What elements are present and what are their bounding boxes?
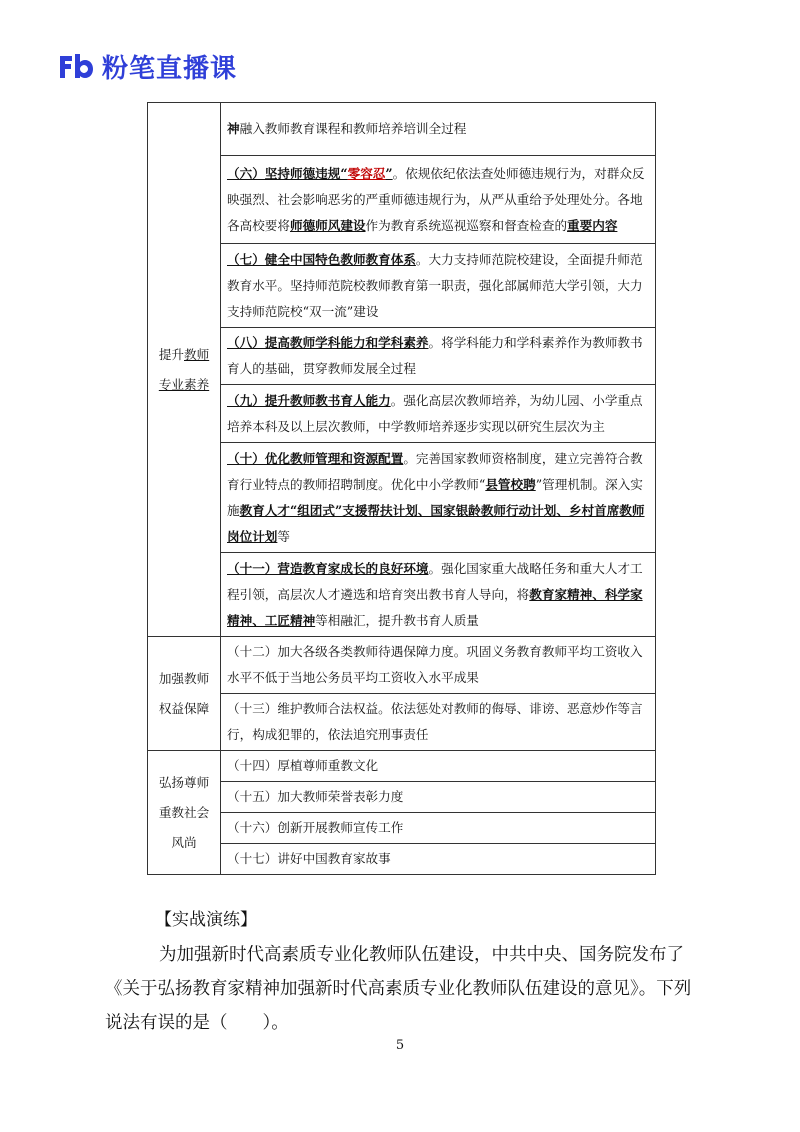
category-text: 重教社会 — [158, 804, 210, 820]
list-item: （十四）厚植尊师重教文化 — [221, 751, 656, 782]
item-text: 融入教师教育课程和教师培养培训全过程 — [239, 121, 467, 136]
category-text: 加强教师 — [158, 670, 210, 686]
item-keyword: 教育家精神、科学家精神、工匠精神 — [227, 586, 643, 628]
brand-logo — [58, 50, 237, 82]
item-keyword: 县管校聘 — [485, 476, 536, 492]
table-row — [148, 782, 656, 813]
category-text: 教师 — [184, 346, 210, 362]
category-cell-rights — [148, 637, 221, 751]
table-row — [148, 637, 656, 694]
fenbi-logo-icon — [58, 52, 94, 80]
category-text: 弘扬尊师 — [158, 774, 210, 790]
table-row — [148, 156, 656, 244]
item-text: 作为教育系统巡视巡察和督查检查的 — [365, 217, 568, 233]
item-heading: （七）健全中国特色教师教育体系 — [227, 251, 416, 267]
practice-title: 【实战演练】 — [155, 910, 257, 930]
item-text: 。依规依纪依法查处师德违规行为，对群众反映强烈、社会影响恶劣的严重师德违规行为，从严从重给予处理处分。各地各高校要将 — [227, 165, 645, 233]
category-text: 权益保障 — [158, 700, 210, 716]
item-keyword: 师德师风建设 — [289, 217, 366, 233]
list-item: （十七）讲好中国教育家故事 — [221, 844, 656, 875]
list-item: （十三）维护教师合法权益。依法惩处对教师的侮辱、诽谤、恶意炒作等言行，构成犯罪的，依法追究刑事责任 — [221, 694, 656, 751]
list-item — [221, 328, 656, 385]
item-text: 等 — [277, 528, 290, 544]
category-text: 风尚 — [171, 834, 197, 850]
list-item — [221, 553, 656, 637]
item-text: 。强化国家重大战略任务和重大人才工程引领，高层次人才遴选和培育突出教书育人导向，将 — [227, 560, 643, 602]
table-row — [148, 385, 656, 443]
item-heading: （八）提高教师学科能力和学科素养 — [227, 335, 429, 350]
item-keyword: 教育人才“组团式”支援帮扶计划、国家银龄教师行动计划、乡村首席教师岗位计划 — [227, 502, 645, 544]
category-text: 专业素养 — [158, 376, 210, 392]
item-heading-emphasis: 零容忍 — [347, 165, 386, 181]
page-number: 5 — [395, 1038, 405, 1053]
table-row — [148, 813, 656, 844]
item-heading: （九）提升教师教书育人能力 — [227, 392, 391, 408]
list-item — [221, 156, 656, 244]
table-row — [148, 443, 656, 553]
table-row — [148, 751, 656, 782]
item-text: 。完善国家教师资格制度，建立完善符合教育行业特点的教师招聘制度。优化中小学教师“ — [227, 450, 643, 492]
category-text: 提升 — [158, 346, 184, 362]
table-row — [148, 244, 656, 328]
category-cell-culture — [148, 751, 221, 875]
item-heading: ” — [385, 165, 393, 181]
list-item — [221, 103, 656, 156]
brand-name: 粉笔直播课 — [102, 53, 238, 84]
list-item — [221, 244, 656, 328]
item-text: 。强化高层次教师培养，为幼儿园、小学重点培养本科及以上层次教师，中学教师培养逐步实现以研究生层次为主 — [227, 392, 643, 434]
item-heading: （六）坚持师德违规“ — [227, 165, 348, 181]
item-heading: （十一）营造教育家成长的良好环境 — [227, 560, 429, 576]
policy-table — [147, 102, 656, 875]
list-item: （十二）加大各级各类教师待遇保障力度。巩固义务教育教师平均工资收入水平不低于当地公务员平均工资收入水平成果 — [221, 637, 656, 694]
table-row — [148, 328, 656, 385]
item-text: 等相融汇，提升教书育人质量 — [315, 612, 479, 628]
table-row — [148, 103, 656, 156]
list-item: （十五）加大教师荣誉表彰力度 — [221, 782, 656, 813]
table-row — [148, 844, 656, 875]
item-text: ”管理机制。深入实施 — [227, 476, 643, 518]
item-heading: （十）优化教师管理和资源配置 — [227, 450, 404, 466]
list-item — [221, 443, 656, 553]
item-bold-text: 神 — [227, 121, 240, 136]
category-cell-professional — [148, 103, 221, 637]
item-text: 。将学科能力和学科素养作为教师教书育人的基础，贯穿教师发展全过程 — [227, 335, 643, 376]
table-row — [148, 553, 656, 637]
practice-question: 为加强新时代高素质专业化教师队伍建设，中共中央、国务院发布了《关于弘扬教育家精神加强新时代高素质专业化教师队伍建设的意见》。下列说法有误的是（ ）。 — [105, 945, 692, 1033]
table-row — [148, 694, 656, 751]
item-text: 。大力支持师范院校建设，全面提升师范教育水平。坚持师范院校教师教育第一职责，强化部属师范大学引领，大力支持师范院校“双一流”建设 — [227, 251, 643, 319]
item-keyword: 重要内容 — [567, 217, 618, 233]
list-item — [221, 385, 656, 443]
list-item: （十六）创新开展教师宣传工作 — [221, 813, 656, 844]
